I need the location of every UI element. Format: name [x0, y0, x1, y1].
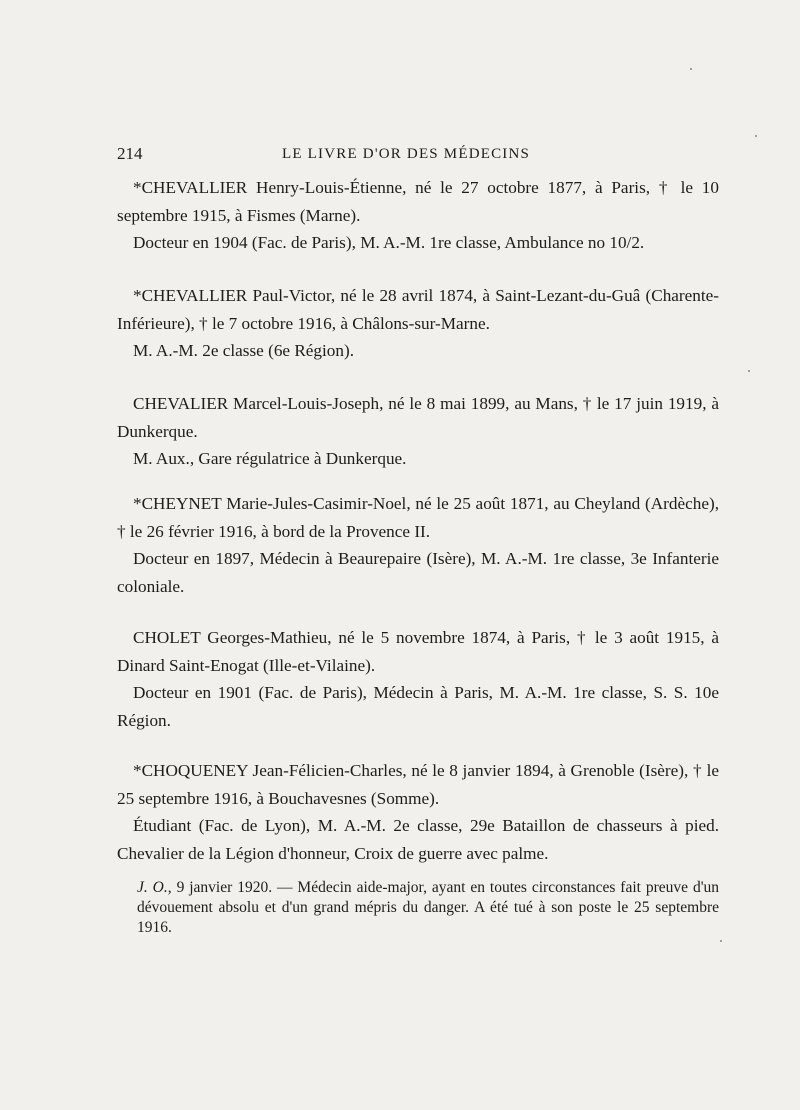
entry-chevallier-henry — [117, 174, 719, 257]
entry-heading: *CHEVALLIER Paul-Victor, né le 28 avril 1874, à Saint-Lezant-du-Guâ (Charente-Inférieure), † le 7 octobre 1916, à Châlons-sur-Marne. — [117, 286, 719, 333]
entry-choqueney — [117, 757, 719, 867]
entry-cholet — [117, 624, 719, 734]
entry-cheynet — [117, 490, 719, 600]
entry-heading: CHEVALIER Marcel-Louis-Joseph, né le 8 mai 1899, au Mans, † le 17 juin 1919, à Dunkerque. — [117, 394, 719, 441]
entry-details: M. A.-M. 2e classe (6e Région). — [133, 341, 355, 360]
page-number: 214 — [117, 144, 143, 163]
citation-paragraph — [137, 878, 719, 938]
citation-source: J. O., — [137, 879, 172, 896]
entry-details: Docteur en 1897, Médecin à Beaurepaire (Isère), M. A.-M. 1re classe, 3e Infanterie coloniale. — [117, 549, 719, 596]
entry-details: M. Aux., Gare régulatrice à Dunkerque. — [133, 449, 407, 468]
entry-heading: CHOLET Georges-Mathieu, né le 5 novembre 1874, à Paris, † le 3 août 1915, à Dinard Saint-Enogat (Ille-et-Vilaine). — [117, 628, 719, 675]
entry-heading: *CHEVALLIER Henry-Louis-Étienne, né le 27 octobre 1877, à Paris, † le 10 septembre 1915, à Fismes (Marne). — [117, 178, 719, 225]
paper-speck — [755, 135, 757, 137]
running-title: LE LIVRE D'OR DES MÉDECINS — [282, 146, 531, 162]
paper-speck — [748, 370, 750, 372]
entry-heading: *CHEYNET Marie-Jules-Casimir-Noel, né le 25 août 1871, au Cheyland (Ardèche), † le 26 février 1916, à bord de la Provence II. — [117, 494, 719, 541]
entry-details: Docteur en 1904 (Fac. de Paris), M. A.-M. 1re classe, Ambulance no 10/2. — [133, 233, 645, 252]
entry-heading: *CHOQUENEY Jean-Félicien-Charles, né le 8 janvier 1894, à Grenoble (Isère), † le 25 septembre 1916, à Bouchavesnes (Somme). — [117, 761, 719, 808]
entry-details: Étudiant (Fac. de Lyon), M. A.-M. 2e classe, 29e Bataillon de chasseurs à pied. Chevalier de la Légion d'honneur, Croix de guerre avec palme. — [117, 816, 719, 863]
entry-chevallier-paul — [117, 282, 719, 365]
entry-chevalier-marcel — [117, 390, 719, 473]
paper-speck — [720, 940, 722, 942]
citation-text: 9 janvier 1920. — Médecin aide-major, ayant en toutes circonstances fait preuve d'un dévouement absolu et d'un grand mépris du danger. A été tué à son poste le 25 septembre 1916. — [137, 879, 719, 936]
paper-speck — [690, 68, 692, 70]
entry-details: Docteur en 1901 (Fac. de Paris), Médecin à Paris, M. A.-M. 1re classe, S. S. 10e Région. — [117, 683, 719, 730]
